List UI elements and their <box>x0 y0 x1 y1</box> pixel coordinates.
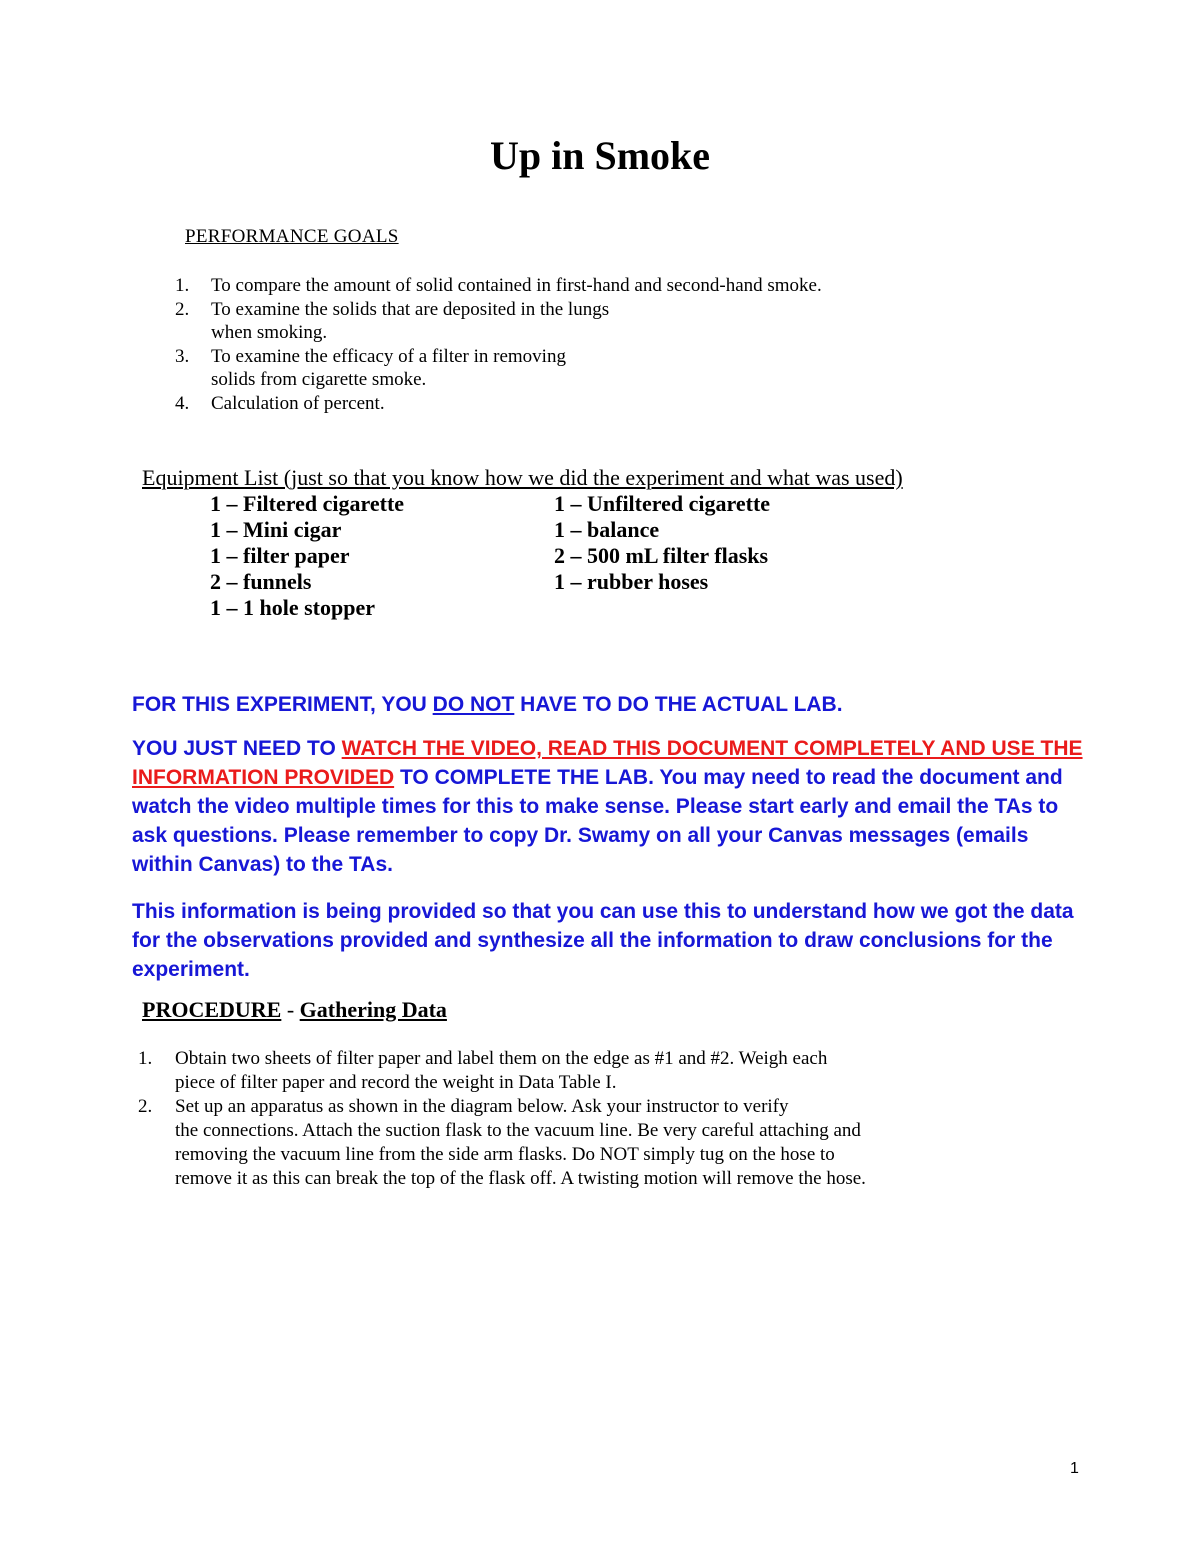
notice-text: FOR THIS EXPERIMENT, YOU <box>132 693 433 716</box>
notice-purpose: This information is being provided so that you can use this to understand how we got the data for the observations provided and synthesize all the information to draw conclusions for the experiment. <box>132 900 1074 981</box>
notice-instructions <box>132 734 1092 879</box>
goal-item <box>175 274 822 298</box>
equipment-row <box>210 569 770 595</box>
notice-text: HAVE TO DO THE ACTUAL LAB. <box>514 693 843 716</box>
step-text: the connections. Attach the suction flask to the vacuum line. Be very careful attaching and <box>175 1120 861 1141</box>
procedure-list <box>138 1047 1038 1191</box>
equipment-item: 1 – filter paper <box>210 543 350 568</box>
equipment-item: 1 – rubber hoses <box>554 569 709 594</box>
equipment-item: 1 – Unfiltered cigarette <box>554 491 771 516</box>
equipment-row <box>210 517 770 543</box>
step-text: piece of filter paper and record the weight in Data Table I. <box>175 1072 617 1093</box>
equipment-item: 1 – Filtered cigarette <box>210 491 405 516</box>
goal-text-continued: when smoking. <box>211 322 328 343</box>
notice-emphasis: DO NOT <box>432 693 515 716</box>
equipment-item: 1 – balance <box>554 517 660 542</box>
step-number: 1. <box>138 1048 153 1069</box>
performance-goals-heading: PERFORMANCE GOALS <box>185 226 399 247</box>
goal-text: Calculation of percent. <box>211 392 385 414</box>
page-number: 1 <box>1070 1460 1079 1477</box>
equipment-list <box>210 491 770 621</box>
step-text: Set up an apparatus as shown in the diagram below. Ask your instructor to verify <box>175 1096 789 1117</box>
step-text: Obtain two sheets of filter paper and label them on the edge as #1 and #2. Weigh each <box>175 1048 828 1069</box>
goal-text: To examine the solids that are deposited in the lungs <box>211 298 610 320</box>
procedure-separator: - <box>281 997 300 1022</box>
goal-item <box>175 298 822 345</box>
goal-number: 2. <box>175 298 190 320</box>
goal-text: To compare the amount of solid contained in first-hand and second-hand smoke. <box>211 275 822 296</box>
step-text: remove it as this can break the top of the flask off. A twisting motion will remove the hose. <box>175 1168 866 1189</box>
procedure-heading <box>142 997 447 1023</box>
goal-item <box>175 345 822 392</box>
notice-no-lab <box>132 690 1092 719</box>
equipment-row <box>210 595 770 621</box>
goal-text-continued: solids from cigarette smoke. <box>211 369 427 390</box>
goal-number: 1. <box>175 275 190 296</box>
equipment-row <box>210 543 770 569</box>
notice-red-emphasis: WATCH THE VIDEO, READ THIS DOCUMENT COMPLETELY AND USE THE INFORMATION PROVIDED <box>132 737 1083 789</box>
goal-number: 3. <box>175 345 190 367</box>
goal-number: 4. <box>175 392 190 414</box>
document-title: Up in Smoke <box>489 133 711 178</box>
equipment-item: 1 – 1 hole stopper <box>210 595 375 620</box>
equipment-item: 2 – funnels <box>210 569 312 594</box>
equipment-item: 2 – 500 mL filter flasks <box>554 543 769 568</box>
step-number: 2. <box>138 1096 153 1117</box>
procedure-step <box>138 1047 1038 1095</box>
equipment-item: 1 – Mini cigar <box>210 517 342 542</box>
procedure-title: PROCEDURE <box>142 997 282 1022</box>
step-text: removing the vacuum line from the side arm flasks. Do NOT simply tug on the hose to <box>175 1144 835 1165</box>
goal-item <box>175 392 822 416</box>
procedure-subtitle: Gathering Data <box>299 997 447 1022</box>
notice-text: TO COMPLETE THE LAB. You may need to read the document and watch the video multiple times for this to make sense. Please start early and email the TAs to ask questions. Please remember to copy Dr. Swamy on all your Canvas messages (emails within Canvas) to the TAs. <box>132 766 1063 876</box>
equipment-row <box>210 491 770 517</box>
notice-text: YOU JUST NEED TO <box>132 737 342 760</box>
procedure-step <box>138 1095 1038 1191</box>
goal-text: To examine the efficacy of a filter in removing <box>211 345 566 367</box>
performance-goals-list <box>175 274 822 415</box>
equipment-list-heading: Equipment List (just so that you know how we did the experiment and what was used) <box>142 465 903 490</box>
